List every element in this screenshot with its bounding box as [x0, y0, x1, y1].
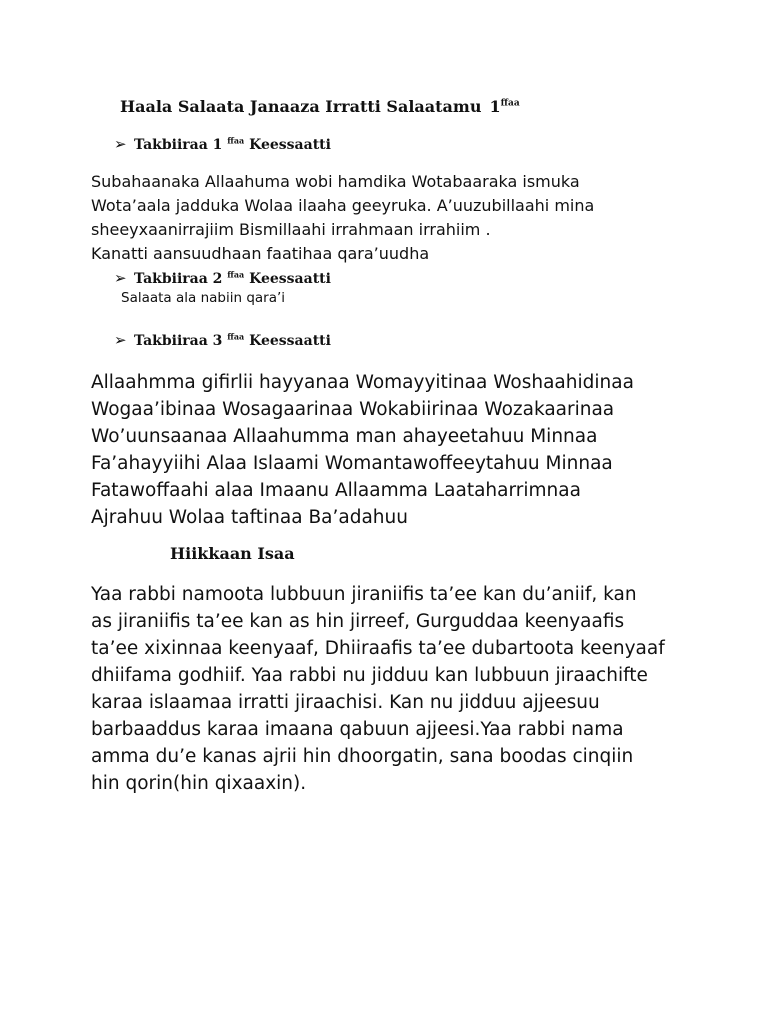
text-line: Wogaa’ibinaa Wosagaarinaa Wokabiirinaa Wozakaarinaa	[91, 399, 615, 420]
heading-suffix: Keessaatti	[249, 333, 331, 349]
heading-superscript: ffaa	[227, 135, 245, 146]
takbiira-2-note: Salaata ala nabiin qara’i	[121, 290, 286, 306]
text-line: Fatawoffaahi alaa Imaanu Allaamma Laataharrimnaa	[91, 480, 581, 501]
text-line: Allaahmma gifirlii hayyanaa Womayyitinaa Woshaahidinaa	[91, 372, 634, 393]
text-line: Kanatti aansuudhaan faatihaa qara’uudha	[91, 244, 430, 263]
text-line: Subahaanaka Allaahuma wobi hamdika Wotabaaraka ismuka	[91, 172, 580, 191]
text-line: barbaaddus karaa imaana qabuun ajjeesi.Yaa rabbi nama	[91, 719, 624, 740]
text-line: Wo’uunsaanaa Allaahumma man ahayeetahuu Minnaa	[91, 426, 598, 447]
text-line: Yaa rabbi namoota lubbuun jiraniifis ta’ee kan du’aniif, kan	[91, 584, 637, 605]
text-line: amma du’e kanas ajrii hin dhoorgatin, sana boodas cinqiin	[91, 746, 634, 767]
arrow-bullet-icon: ➢	[114, 269, 127, 287]
title-number: 1	[489, 97, 501, 116]
text-line: Ajrahuu Wolaa taftinaa Ba’adahuu	[91, 507, 408, 528]
heading-prefix: Takbiiraa 2	[134, 271, 223, 287]
text-line: Wota’aala jadduka Wolaa ilaaha geeyruka. A’uuzubillaahi mina	[91, 196, 595, 215]
takbiira-1-heading	[114, 135, 331, 153]
document-title	[120, 97, 520, 116]
text-line: dhiifama godhiif. Yaa rabbi nu jidduu kan lubbuun jiraachifte	[91, 665, 648, 686]
title-text: Haala Salaata Janaaza Irratti Salaatamu	[120, 97, 482, 116]
takbiira-3-text	[91, 369, 634, 531]
heading-superscript: ffaa	[227, 269, 245, 280]
takbiira-2-heading	[114, 269, 331, 287]
heading-prefix: Takbiiraa 3	[134, 333, 223, 349]
heading-superscript: ffaa	[227, 331, 245, 342]
heading-suffix: Keessaatti	[249, 137, 331, 153]
translation-text	[91, 581, 665, 797]
text-line: Fa’ahayyiihi Alaa Islaami Womantawoffeeytahuu Minnaa	[91, 453, 613, 474]
heading-prefix: Takbiiraa 1	[134, 137, 223, 153]
translation-heading: Hiikkaan Isaa	[170, 544, 295, 563]
text-line: sheeyxaanirrajiim Bismillaahi irrahmaan irrahiim .	[91, 220, 491, 239]
arrow-bullet-icon: ➢	[114, 331, 127, 349]
title-superscript: ffaa	[500, 98, 520, 109]
takbiira-3-heading	[114, 331, 331, 349]
text-line: as jiraniifis ta’ee kan as hin jirreef, Gurguddaa keenyaafis	[91, 611, 625, 632]
text-line: karaa islaamaa irratti jiraachisi. Kan nu jidduu ajjeesuu	[91, 692, 600, 713]
text-line: hin qorin(hin qixaaxin).	[91, 773, 307, 794]
heading-suffix: Keessaatti	[249, 271, 331, 287]
text-line: ta’ee xixinnaa keenyaaf, Dhiiraafis ta’ee dubartoota keenyaaf	[91, 638, 665, 659]
arrow-bullet-icon: ➢	[114, 135, 127, 153]
takbiira-1-text	[91, 170, 594, 266]
